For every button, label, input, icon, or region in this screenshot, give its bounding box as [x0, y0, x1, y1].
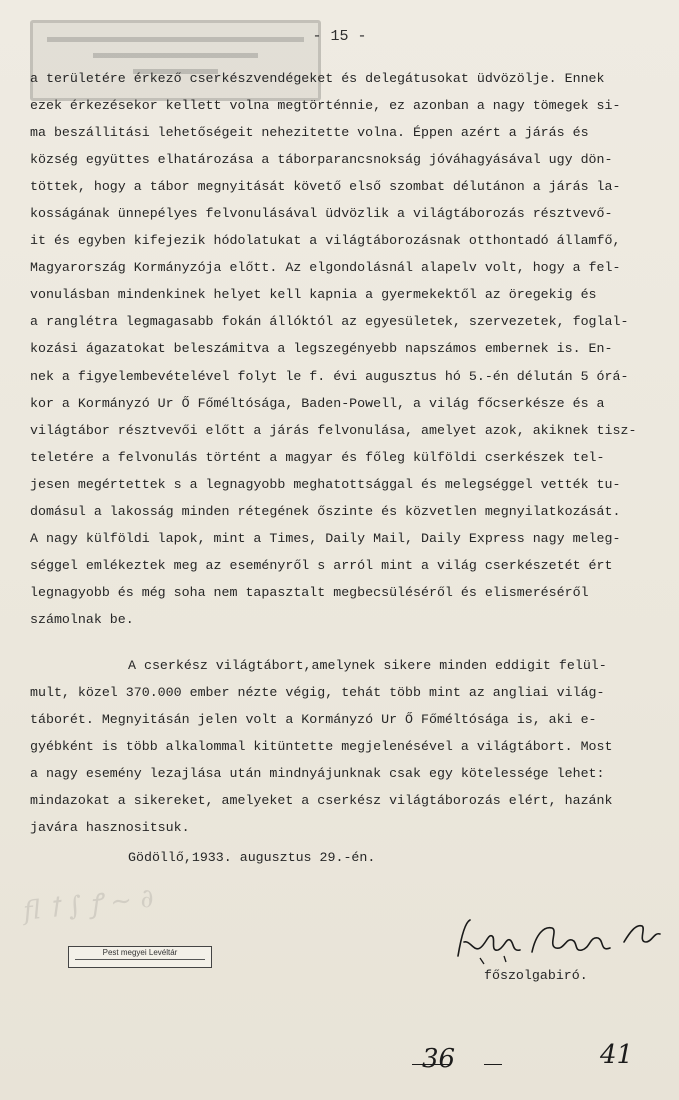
text-line: a nagy esemény lezajlása után mindnyájunknak csak egy kötelessége lehet: — [30, 766, 605, 782]
text-line: kor a Kormányzó Ur Ő Főméltósága, Baden-Powell, a világ főcserkésze és a — [30, 395, 605, 411]
text-line: nek a figyelembevételével folyt le f. évi augusztus hó 5.-én délután 5 órá- — [30, 368, 629, 384]
text-line: legnagyobb és még soha nem tapasztalt megbecsüléséről és elismeréséről — [30, 584, 589, 600]
faded-handwriting-bleedthrough: ﬂ ꝉ ∫ ꝭ ~ ∂ — [21, 883, 156, 927]
text-line: mindazokat a sikereket, amelyeket a cserkész világtáborozás elért, hazánk — [30, 793, 613, 809]
text-line: ma beszállitási lehetőségeit nehezitette volna. Éppen azért a járás és — [30, 125, 589, 141]
text-line: domásul a lakosság minden rétegének őszinte és közvetlen megnyilatkozását. — [30, 503, 621, 519]
text-line: javára hasznositsuk. — [30, 820, 190, 836]
archive-stamp — [68, 946, 212, 968]
text-line: teletére a felvonulás történt a magyar és főleg külföldi cserkészek tel- — [30, 449, 605, 465]
text-line: számolnak be. — [30, 611, 134, 627]
text-line: mult, közel 370.000 ember nézte végig, tehát több mint az angliai világ- — [30, 685, 605, 701]
text-line: A nagy külföldi lapok, mint a Times, Daily Mail, Daily Express nagy meleg- — [30, 530, 621, 546]
text-line: A cserkész világtábort,amelynek sikere minden eddigit felül- — [128, 657, 607, 673]
text-line: séggel emlékeztek meg az eseményről s arról mint a világ cserkészetét ért — [30, 557, 613, 573]
text-line: it és egyben kifejezik hódolatukat a világtáborozásnak otthontadó államfő, — [30, 233, 621, 249]
folio-number: 36 — [422, 1044, 456, 1074]
text-line: töttek, hogy a tábor megnyitását követő első szombat délutánon a járás la- — [30, 179, 621, 195]
text-line: táborét. Megnyitásán jelen volt a Kormányzó Ur Ő Főméltósága is, aki e- — [30, 712, 597, 728]
letter-body — [30, 65, 655, 841]
signatory-title: főszolgabiró. — [484, 968, 588, 983]
page-number: - 15 - — [312, 28, 367, 45]
handwritten-signature — [440, 912, 670, 967]
text-line: kosságának ünnepélyes felvonulásával üdvözlik a világtáborozás résztvevő- — [30, 206, 613, 222]
text-line: gyébként is több alkalommal kitüntette megjelenésével a világtábort. Most — [30, 739, 613, 755]
text-line: a területére érkező cserkészvendégeket és delegátusokat üdvözölje. Ennek — [30, 71, 605, 86]
paragraph-2 — [30, 652, 655, 841]
text-line: jesen megértettek s a legnagyobb meghatottsággal és melegséggel vették tu- — [30, 476, 621, 492]
corner-handwritten-number: 41 — [600, 1040, 634, 1070]
date-line: Gödöllő,1933. augusztus 29.-én. — [128, 850, 376, 865]
text-line: kozási ágazatokat beleszámitva a legszegényebb napszámos embernek is. En- — [30, 341, 613, 357]
text-line: világtábor résztvevői előtt a járás felvonulása, amelyet azok, akiknek tisz- — [30, 422, 637, 438]
text-line: ezek érkezésekor kellett volna megtörténnie, ez azonban a nagy tömegek si- — [30, 98, 621, 114]
archive-stamp-label: Pest megyei Levéltár — [102, 948, 178, 957]
text-line: Magyarország Kormányzója előtt. Az elgondolásnál alapelv volt, hogy a fel- — [30, 260, 621, 276]
text-line: község együttes elhatározása a táborparancsnokság jóváhagyásával ugy dön- — [30, 152, 613, 168]
folio-dash-right — [484, 1064, 502, 1065]
text-line: a ranglétra legmagasabb fokán állóktól az egyesületek, szervezetek, foglal- — [30, 314, 629, 330]
text-line: vonulásban mindenkinek helyet kell kapnia a gyermekektől az öregekig és — [30, 287, 597, 303]
paragraph-1 — [30, 65, 655, 633]
